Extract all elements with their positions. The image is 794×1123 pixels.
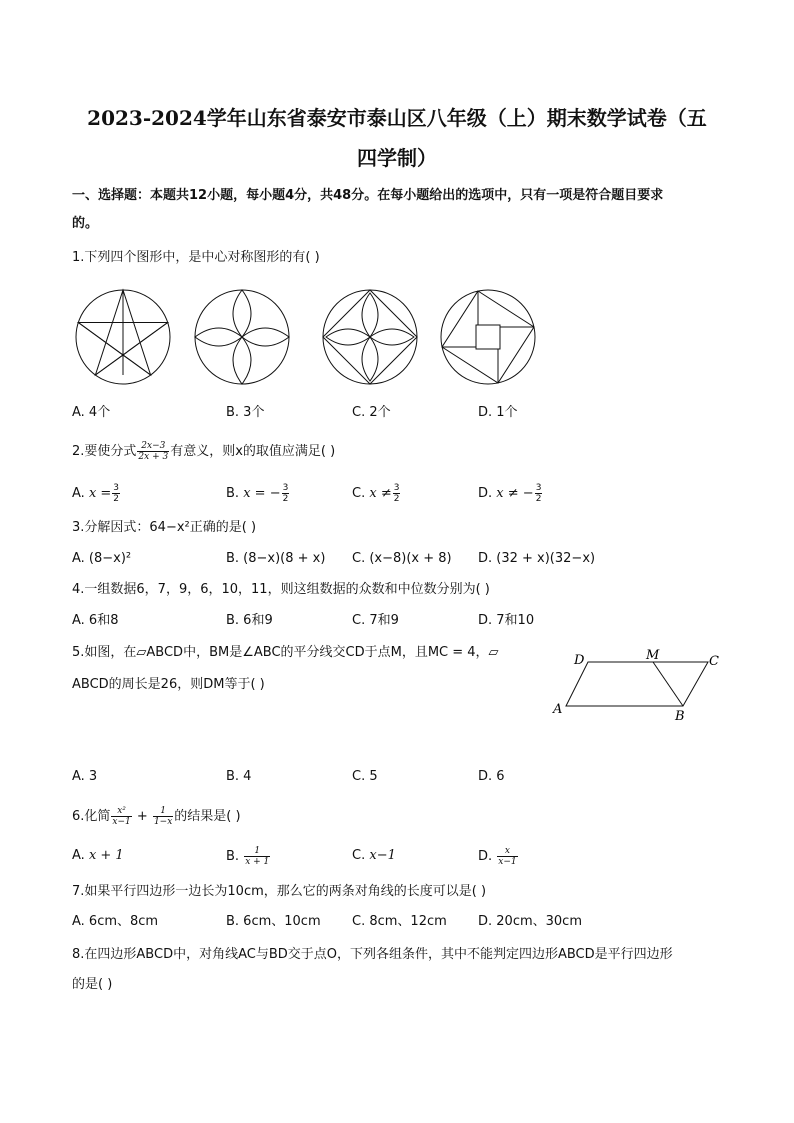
q6-option-d-fraction [497, 846, 517, 867]
exam-title-line2: 四学制） [357, 146, 437, 170]
q7-option-c: C. 8cm、12cm [352, 914, 447, 929]
q2-option-c-fraction [393, 483, 401, 504]
q2-option-a-label: A. [72, 486, 85, 501]
q5-stem-line1: 5.如图，在▱ABCD中，BM是∠ABC的平分线交CD于点M，且MC = 4，▱ [72, 645, 499, 660]
q6-option-a [72, 846, 124, 866]
q7-option-a: A. 6cm、8cm [72, 914, 159, 929]
q2-fraction-numerator: 2x−3 [137, 441, 169, 452]
q2-option-c [352, 483, 401, 504]
q2-fraction [137, 441, 169, 462]
q6-option-d-label: D. [478, 849, 493, 864]
q2-option-a [72, 483, 121, 504]
q6-option-a-label: A. [72, 848, 85, 863]
q6-fraction-1-num: x² [111, 806, 131, 817]
q1-stem: 1.下列四个图形中，是中心对称图形的有( ) [72, 250, 320, 265]
q1-figures [70, 282, 540, 392]
q6-option-b-num: 1 [244, 846, 270, 857]
q2-option-d [478, 483, 543, 504]
q4-option-c: C. 7和9 [352, 613, 399, 628]
q6-fraction-2-den: 1−x [153, 817, 173, 827]
q6-option-d-num: x [497, 846, 517, 857]
q8-stem-line1: 8.在四边形ABCD中，对角线AC与BD交于点O，下列各组条件，其中不能判定四边形ABCD是平行四边形 [72, 947, 673, 962]
q2-option-c-den: 2 [393, 494, 400, 504]
q2-stem-post: 有意义，则x的取值应满足( ) [170, 444, 336, 459]
q1-figure-petals [195, 290, 289, 384]
q2-option-b-den: 2 [282, 494, 289, 504]
q1-option-d: D. 1个 [478, 405, 518, 420]
q2-option-b-fraction [282, 483, 290, 504]
q2-option-a-den: 2 [113, 494, 120, 504]
q2-option-a-num: 3 [113, 483, 120, 493]
q2-option-b-num: 3 [282, 483, 289, 493]
q2-option-d-num: 3 [535, 483, 542, 493]
q5-label-a: A [553, 702, 563, 717]
q6-option-b-label: B. [226, 849, 240, 864]
q5-option-b: B. 4 [226, 769, 252, 784]
q6-fraction-1-den: x−1 [112, 817, 131, 827]
q5-option-c: C. 5 [352, 769, 378, 784]
q6-fraction-1 [111, 806, 131, 827]
q4-option-a: A. 6和8 [72, 613, 119, 628]
q1-option-a: A. 4个 [72, 405, 111, 420]
section-header-line2: 的。 [72, 216, 99, 231]
q1-figure-pinwheel [441, 290, 535, 384]
q2-stem [72, 441, 335, 462]
q2-option-b [226, 483, 290, 504]
q2-option-d-fraction [535, 483, 543, 504]
q3-stem: 3.分解因式：64−x²正确的是( ) [72, 520, 257, 535]
q6-option-b-fraction [244, 846, 270, 867]
q6-option-d [478, 846, 519, 867]
q4-option-b: B. 6和9 [226, 613, 273, 628]
q5-option-a: A. 3 [72, 769, 98, 784]
q6-fraction-2-num: 1 [153, 806, 173, 817]
q7-option-d: D. 20cm、30cm [478, 914, 582, 929]
q2-option-a-lhs: x = [88, 486, 112, 501]
q6-stem [72, 806, 241, 827]
q3-option-c: C. (x−8)(x + 8) [352, 551, 452, 566]
q7-stem: 7.如果平行四边形一边长为10cm，那么它的两条对角线的长度可以是( ) [72, 884, 487, 899]
q5-parallelogram-figure [548, 646, 728, 726]
q8-stem-line2: 的是( ) [72, 977, 113, 992]
q6-option-d-den: x−1 [498, 857, 517, 867]
q2-option-a-fraction [112, 483, 120, 504]
q2-option-c-num: 3 [393, 483, 400, 493]
q1-figure-petals-square [323, 290, 417, 384]
q3-option-b: B. (8−x)(8 + x) [226, 551, 326, 566]
exam-title-line1: 2023-2024学年山东省泰安市泰山区八年级（上）期末数学试卷（五 [87, 106, 707, 130]
q1-option-b: B. 3个 [226, 405, 265, 420]
section-header-line1: 一、选择题：本题共12小题，每小题4分，共48分。在每小题给出的选项中，只有一项是符合题目要求 [72, 188, 664, 203]
q2-option-d-label: D. [478, 486, 493, 501]
q2-fraction-denominator: 2x + 3 [138, 452, 169, 462]
q1-figure-star [76, 290, 170, 384]
q1-option-c: C. 2个 [352, 405, 391, 420]
q6-stem-post: 的结果是( ) [174, 809, 241, 824]
q5-label-c: C [709, 654, 719, 669]
q2-stem-pre: 2.要使分式 [72, 444, 137, 459]
q6-option-b-den: x + 1 [245, 857, 270, 867]
q3-option-a: A. (8−x)² [72, 551, 132, 566]
q4-stem: 4.一组数据6，7，9，6，10，11，则这组数据的众数和中位数分别为( ) [72, 582, 490, 597]
q2-option-d-lhs: x ≠ − [496, 486, 534, 501]
q5-label-b: B [675, 709, 685, 724]
q2-option-c-label: C. [352, 486, 366, 501]
q4-option-d: D. 7和10 [478, 613, 535, 628]
q7-option-b: B. 6cm、10cm [226, 914, 321, 929]
q3-option-d: D. (32 + x)(32−x) [478, 551, 596, 566]
q5-label-d: D [574, 653, 585, 668]
q2-option-b-lhs: x = − [243, 486, 281, 501]
q5-option-d: D. 6 [478, 769, 505, 784]
q6-fraction-2 [153, 806, 173, 827]
q5-label-m: M [646, 648, 660, 663]
q5-stem-line2: ABCD的周长是26，则DM等于( ) [72, 677, 265, 692]
q6-plus: + [136, 809, 148, 824]
q6-option-c-label: C. [352, 848, 366, 863]
q2-option-c-lhs: x ≠ [369, 486, 392, 501]
q2-option-d-den: 2 [535, 494, 542, 504]
q6-option-c [352, 846, 396, 866]
q2-option-b-label: B. [226, 486, 240, 501]
q6-option-c-text: x−1 [369, 848, 396, 863]
q6-option-b [226, 846, 271, 867]
q6-stem-pre: 6.化简 [72, 809, 111, 824]
q6-option-a-text: x + 1 [88, 848, 124, 863]
